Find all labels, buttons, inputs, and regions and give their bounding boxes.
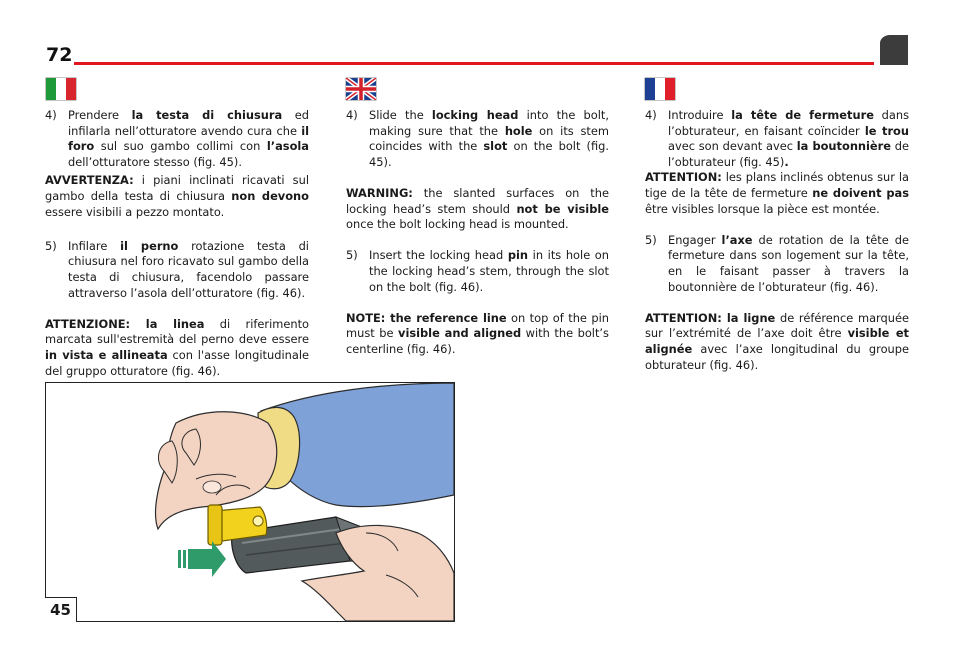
hands-inserting-locking-head-illustration <box>46 383 454 621</box>
step-number: 4) <box>346 108 358 122</box>
english-step-4: 4) Slide the locking head into the bolt, making sure that the hole on its stem coincides with the slot on the bolt (fig. 45). <box>346 108 609 169</box>
french-flag-icon <box>645 78 675 100</box>
uk-flag-icon <box>346 78 376 100</box>
french-step-5: 5) Engager l’axe de rotation de la tête de fermeture dans son logement sur la tête, en le faisant passer à travers la boutonnière de l’obturateur (fig. 46). <box>645 232 909 294</box>
figure-label: 45 <box>45 597 77 622</box>
step-number: 5) <box>346 248 358 263</box>
french-warning: ATTENTION: les plans inclinés obtenus sur la tige de la tête de fermeture ne doivent pas être visibles lorsque la pièce est montée. <box>645 170 909 216</box>
step-number: 4) <box>645 108 657 122</box>
step-number: 5) <box>45 238 57 253</box>
italian-step-5: 5) Infilare il perno rotazione testa di chiusura nel foro ricavato sul gambo della testa di chiusura, facendolo passare attraverso l’asola dell’otturatore (fig. 46). <box>45 238 309 300</box>
english-warning: WARNING: the slanted surfaces on the locking head’s stem should not be visible once the bolt locking head is mounted. <box>346 185 609 232</box>
italian-step-4: 4) Prendere la testa di chiusura ed infilarla nell’otturatore avendo cura che il foro sul suo gambo collimi con l’asola dell’otturatore stesso (fig. 45). <box>45 108 309 169</box>
french-step-4: 4) Introduire la tête de fermeture dans l’obturateur, en faisant coïncider le trou avec son devant avec la boutonnière de l’obturateur (fig. 45). <box>645 108 910 169</box>
english-column <box>346 108 609 358</box>
italian-column <box>45 108 309 379</box>
header-rule <box>74 62 874 65</box>
step-number: 5) <box>645 232 657 247</box>
page-number: 72 <box>46 44 73 66</box>
french-column <box>645 108 909 373</box>
italian-flag-icon <box>46 78 76 100</box>
english-step-5: 5) Insert the locking head pin in its hole on the locking head’s stem, through the slot on the bolt (fig. 46). <box>346 248 609 294</box>
figure-45 <box>45 382 455 622</box>
insert-direction-arrow <box>178 541 226 577</box>
step-number: 4) <box>45 108 57 122</box>
corner-tab <box>880 35 908 65</box>
french-note: ATTENTION: la ligne de référence marquée sur l’extrémité de l’axe doit être visible et alignée avec l’axe longitudinal du groupe obturateur (fig. 46). <box>645 310 909 372</box>
italian-warning: AVVERTENZA: i piani inclinati ricavati sul gambo della testa di chiusura non devono essere visibili a pezzo montato. <box>45 173 309 219</box>
italian-note: ATTENZIONE: la linea di riferimento marcata sull'estremità del perno deve essere in vista e allineata con l'asse longitudinale del gruppo otturatore (fig. 46). <box>45 316 309 378</box>
english-note: NOTE: the reference line on top of the pin must be visible and aligned with the bolt’s centerline (fig. 46). <box>346 310 609 356</box>
